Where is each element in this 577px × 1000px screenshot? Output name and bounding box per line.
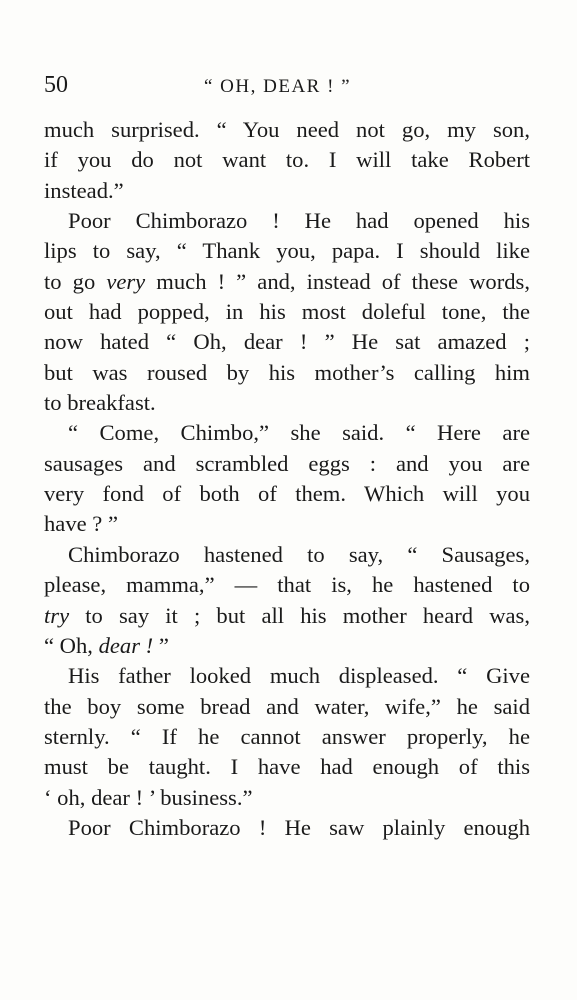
text-line <box>44 570 530 600</box>
text-line <box>44 327 530 357</box>
page-number: 50 <box>44 72 68 98</box>
paragraph <box>44 206 530 418</box>
text-segment: instead.” <box>44 177 124 203</box>
paragraph <box>44 115 530 206</box>
text-segment: much surprised. “ You need not go, my son, <box>44 117 530 142</box>
text-line <box>44 783 530 813</box>
text-segment: ” <box>153 632 169 658</box>
running-head: “ OH, DEAR ! ” <box>204 76 352 97</box>
text-line <box>44 601 530 631</box>
paragraph <box>44 813 530 843</box>
paragraph <box>44 540 530 661</box>
text-segment: if you do not want to. I will take Robert <box>44 147 530 173</box>
text-segment: the boy some bread and water, wife,” he said <box>44 693 530 719</box>
text-line <box>44 692 530 722</box>
text-segment: now hated “ Oh, dear ! ” He sat amazed ; <box>44 329 530 355</box>
italic-text: dear ! <box>98 632 154 658</box>
text-segment: lips to say, “ Thank you, papa. I should like <box>44 238 530 264</box>
text-segment: very fond of both of them. Which will you <box>44 481 530 507</box>
text-line <box>44 358 530 388</box>
text-line <box>44 206 530 236</box>
italic-text: try <box>44 602 70 628</box>
text-line <box>44 297 530 327</box>
text-segment: sausages and scrambled eggs : and you are <box>44 450 530 476</box>
text-line <box>44 115 530 145</box>
text-line <box>44 236 530 266</box>
text-segment: much ! ” and, instead of these words, <box>145 268 530 294</box>
text-segment: His father looked much displeased. “ Give <box>68 663 530 689</box>
text-segment: must be taught. I have had enough of this <box>44 754 530 780</box>
text-line <box>44 176 530 206</box>
text-line <box>44 479 530 509</box>
text-line <box>44 145 530 175</box>
body-text <box>44 115 530 843</box>
text-segment: ‘ oh, dear ! ’ business.” <box>44 784 253 810</box>
page-header <box>44 72 533 102</box>
text-segment: but was roused by his mother’s calling him <box>44 359 530 385</box>
text-segment: “ Oh, <box>44 632 99 658</box>
text-line <box>44 449 530 479</box>
text-segment: to say it ; but all his mother heard was, <box>69 602 530 628</box>
text-segment: to breakfast. <box>44 390 156 416</box>
italic-text: very <box>106 268 146 294</box>
text-line <box>44 388 530 418</box>
text-line <box>44 631 530 661</box>
text-line <box>44 418 530 448</box>
text-segment: to go <box>44 268 107 294</box>
text-line <box>44 267 530 297</box>
text-segment: sternly. “ If he cannot answer properly, he <box>44 723 530 749</box>
text-segment: please, mamma,” — that is, he hastened to <box>44 572 530 598</box>
text-line <box>44 722 530 752</box>
text-line <box>44 752 530 782</box>
text-segment: “ Come, Chimbo,” she said. “ Here are <box>68 420 530 446</box>
text-segment: Chimborazo hastened to say, “ Sausages, <box>68 541 530 567</box>
paragraph <box>44 418 530 539</box>
text-line <box>44 509 530 539</box>
text-segment: out had popped, in his most doleful tone, the <box>44 299 530 325</box>
text-line <box>44 661 530 691</box>
paragraph <box>44 661 530 813</box>
text-line <box>44 540 530 570</box>
text-segment: Poor Chimborazo ! He had opened his <box>68 208 530 234</box>
text-segment: have ? ” <box>44 511 119 537</box>
text-segment: Poor Chimborazo ! He saw plainly enough <box>68 814 530 840</box>
text-line <box>44 813 530 843</box>
